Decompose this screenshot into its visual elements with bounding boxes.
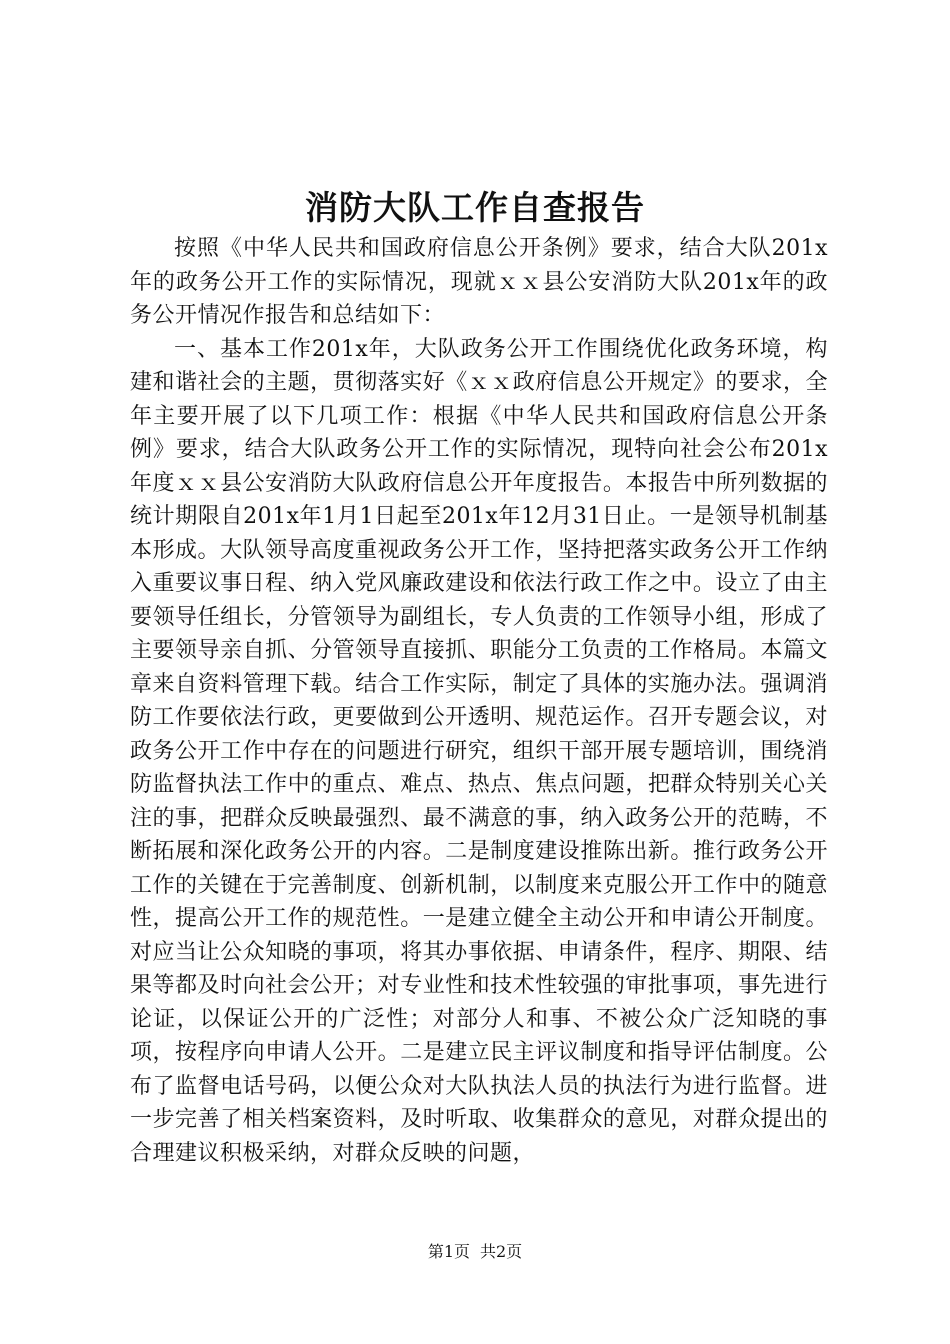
- paragraph-intro: 按照《中华人民共和国政府信息公开条例》要求，结合大队201x年的政务公开工作的实际情况，现就ｘｘ县公安消防大队201x年的政务公开情况作报告和总结如下：: [130, 236, 828, 328]
- page-total: 共2页: [480, 1242, 523, 1261]
- document-title: 消防大队工作自查报告: [305, 188, 645, 227]
- document-body: [130, 232, 828, 1170]
- page-number: 第1页: [427, 1242, 470, 1261]
- page-footer: [0, 1241, 950, 1263]
- paragraph-basic-work: 一、基本工作201x年，大队政务公开工作围绕优化政务环境，构建和谐社会的主题，贯彻落实好《ｘｘ政府信息公开规定》的要求，全年主要开展了以下几项工作：根据《中华人民共和国政府信息公开条例》要求，结合大队政务公开工作的实际情况，现特向社会公布201x年度ｘｘ县公安消防大队政府信息公开年度报告。本报告中所列数据的统计期限自201x年1月1日起至201x年12月31日止。一是领导机制基本形成。大队领导高度重视政务公开工作，坚持把落实政务公开工作纳入重要议事日程、纳入党风廉政建设和依法行政工作之中。设立了由主要领导任组长，分管领导为副组长，专人负责的工作领导小组，形成了主要领导亲自抓、分管领导直接抓、职能分工负责的工作格局。本篇文章来自资料管理下载。结合工作实际，制定了具体的实施办法。强调消防工作要依法行政，更要做到公开透明、规范运作。召开专题会议，对政务公开工作中存在的问题进行研究，组织干部开展专题培训，围绕消防监督执法工作中的重点、难点、热点、焦点问题，把群众特别关心关注的事，把群众反映最强烈、最不满意的事，纳入政务公开的范畴，不断拓展和深化政务公开的内容。二是制度建设推陈出新。推行政务公开工作的关键在于完善制度、创新机制，以制度来克服公开工作中的随意性，提高公开工作的规范性。一是建立健全主动公开和申请公开制度。对应当让公众知晓的事项，将其办事依据、申请条件，程序、期限、结果等都及时向社会公开；对专业性和技术性较强的审批事项，事先进行论证，以保证公开的广泛性；对部分人和事、不被公众广泛知晓的事项，按程序向申请人公开。二是建立民主评议制度和指导评估制度。公布了监督电话号码，以便公众对大队执法人员的执法行为进行监督。进一步完善了相关档案资料，及时听取、收集群众的意见，对群众提出的合理建议积极采纳，对群众反映的问题，: [130, 336, 828, 1166]
